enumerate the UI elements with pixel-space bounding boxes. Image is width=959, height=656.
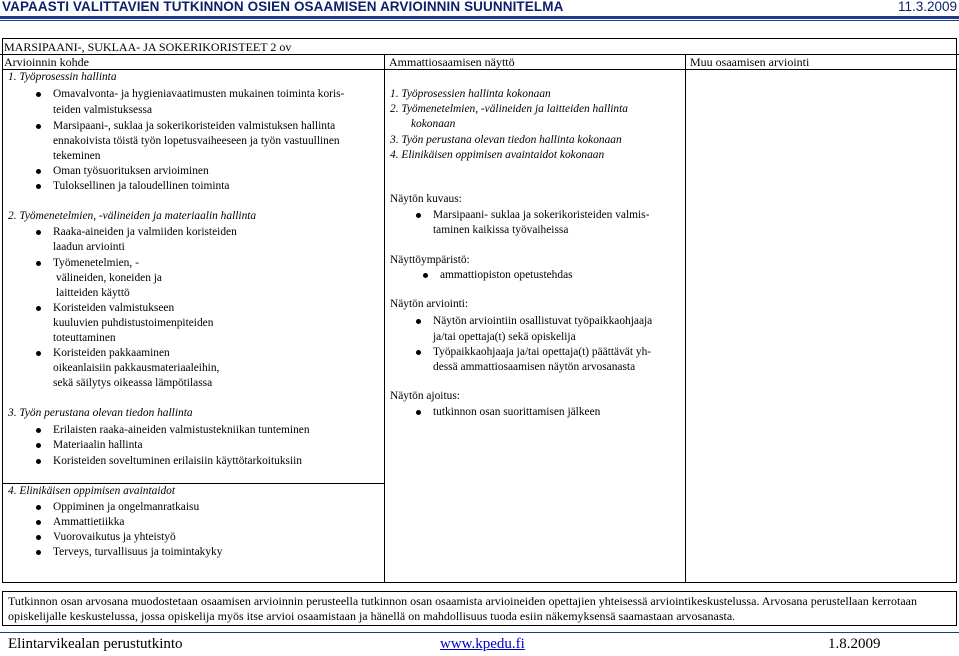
header-rule bbox=[0, 16, 959, 19]
list-item: Materiaalin hallinta bbox=[53, 439, 143, 451]
label-ymparisto: Näyttöympäristö: bbox=[390, 254, 470, 266]
list-item: Erilaisten raaka-aineiden valmistustekniikan tunteminen bbox=[53, 424, 310, 436]
label-ajoitus: Näytön ajoitus: bbox=[390, 390, 460, 402]
list-item-cont: laadun arviointi bbox=[53, 241, 125, 253]
column-header-kohde: Arvioinnin kohde bbox=[4, 55, 89, 69]
document-title: VAPAASTI VALITTAVIEN TUTKINNON OSIEN OSAAMISEN ARVIOINNIN SUUNNITELMA bbox=[2, 0, 564, 14]
naytto-item: 1. Työprosessien hallinta kokonaan bbox=[390, 88, 551, 100]
column-header-naytto: Ammattiosaamisen näyttö bbox=[389, 55, 515, 69]
list-item-cont: taminen kaikissa työvaiheissa bbox=[433, 224, 569, 236]
list-item: Näytön arviointiin osallistuvat työpaikkaohjaaja bbox=[433, 315, 653, 327]
heading-tieto: 3. Työn perustana olevan tiedon hallinta bbox=[8, 407, 193, 419]
naytto-item-cont: kokonaan bbox=[411, 118, 456, 130]
list-item: Raaka-aineiden ja valmiiden koristeiden bbox=[53, 226, 237, 238]
list-item: Oman työsuorituksen arvioiminen bbox=[53, 165, 209, 177]
list-item-cont: välineiden, koneiden ja bbox=[56, 272, 162, 284]
list-item: tutkinnon osan suorittamisen jälkeen bbox=[433, 406, 601, 418]
list-item: Koristeiden valmistukseen bbox=[53, 302, 175, 314]
section-title: MARSIPAANI-, SUKLAA- JA SOKERIKORISTEET 2 ov bbox=[4, 40, 292, 54]
list-item: Marsipaani-, suklaa ja sokerikoristeiden valmistuksen hallinta bbox=[53, 120, 336, 132]
list-item-cont: tekeminen bbox=[53, 150, 101, 162]
footer-link-wrap bbox=[440, 636, 525, 653]
list-item: Työpaikkaohjaaja ja/tai opettaja(t) päättävät yh- bbox=[433, 346, 652, 358]
list-item: Marsipaani- suklaa ja sokerikoristeiden valmis- bbox=[433, 209, 650, 221]
label-kuvaus: Näytön kuvaus: bbox=[390, 193, 462, 205]
footer-title: Elintarvikealan perustutkinto bbox=[8, 636, 183, 652]
heading-tyomenetelmat: 2. Työmenetelmien, -välineiden ja materiaalin hallinta bbox=[8, 210, 257, 222]
footer-date: 1.8.2009 bbox=[828, 636, 881, 652]
list-item-cont: ja/tai opettaja(t) sekä opiskelija bbox=[433, 331, 576, 343]
heading-avaintaidot: 4. Elinikäisen oppimisen avaintaidot bbox=[8, 485, 176, 497]
list-item: Vuorovaikutus ja yhteistyö bbox=[53, 531, 176, 543]
heading-tyoprosessi: 1. Työprosessin hallinta bbox=[8, 71, 117, 83]
list-item-cont: ennakoivista töistä työn lopetusvaiheeseen ja työn vastuullinen bbox=[53, 135, 340, 147]
naytto-item: 3. Työn perustana olevan tiedon hallinta kokonaan bbox=[390, 134, 622, 146]
grading-note: Tutkinnon osan arvosana muodostetaan osaamisen arvioinnin perusteella tutkinnon osan osaamista arvioineiden opettajien yhteisessä arviointikeskustelussa. Arvosana perustellaan kerrotaan opiskelijalle keskustelussa, jossa opiskelija myös itse arvioi osaamistaan ja hänellä on mahdollisuus tuoda esiin näkemyksensä saamastaan arvosanasta. bbox=[8, 594, 917, 623]
list-item: Koristeiden soveltuminen erilaisiin käyttötarkoituksiin bbox=[53, 455, 302, 467]
list-item-cont: laitteiden käyttö bbox=[56, 287, 130, 299]
list-item: Työmenetelmien, - bbox=[53, 257, 139, 269]
page-header bbox=[0, 0, 959, 16]
column-header-muu: Muu osaamisen arviointi bbox=[690, 55, 810, 69]
list-item-cont: oikeanlaisiin pakkausmateriaaleihin, bbox=[53, 362, 220, 374]
footer-rule bbox=[0, 632, 959, 633]
label-arviointi: Näytön arviointi: bbox=[390, 298, 469, 310]
header-rule-thin bbox=[0, 20, 959, 21]
header-date: 11.3.2009 bbox=[897, 0, 957, 14]
list-item-cont: kuuluvien puhdistustoimenpiteiden bbox=[53, 317, 214, 329]
naytto-item: 2. Työmenetelmien, -välineiden ja laitteiden hallinta bbox=[390, 103, 628, 115]
column-divider bbox=[685, 54, 686, 583]
column-divider bbox=[384, 54, 385, 583]
list-item: Oppiminen ja ongelmanratkaisu bbox=[53, 501, 200, 513]
list-item: Terveys, turvallisuus ja toimintakyky bbox=[53, 546, 223, 558]
list-item: Koristeiden pakkaaminen bbox=[53, 347, 170, 359]
naytto-item: 4. Elinikäisen oppimisen avaintaidot kokonaan bbox=[390, 149, 605, 161]
list-item: Tuloksellinen ja taloudellinen toiminta bbox=[53, 180, 230, 192]
list-item: Omavalvonta- ja hygieniavaatimusten mukainen toiminta koris- bbox=[53, 88, 345, 100]
website-link[interactable]: www.kpedu.fi bbox=[440, 636, 525, 652]
list-item-cont: sekä säilytys oikeassa lämpötilassa bbox=[53, 377, 213, 389]
list-item: ammattiopiston opetustehdas bbox=[440, 269, 573, 281]
list-item-cont: teiden valmistuksessa bbox=[53, 104, 153, 116]
list-item-cont: toteuttaminen bbox=[53, 332, 116, 344]
list-item: Ammattietiikka bbox=[53, 516, 125, 528]
list-item-cont: dessä ammattiosaamisen näytön arvosanasta bbox=[433, 361, 636, 373]
